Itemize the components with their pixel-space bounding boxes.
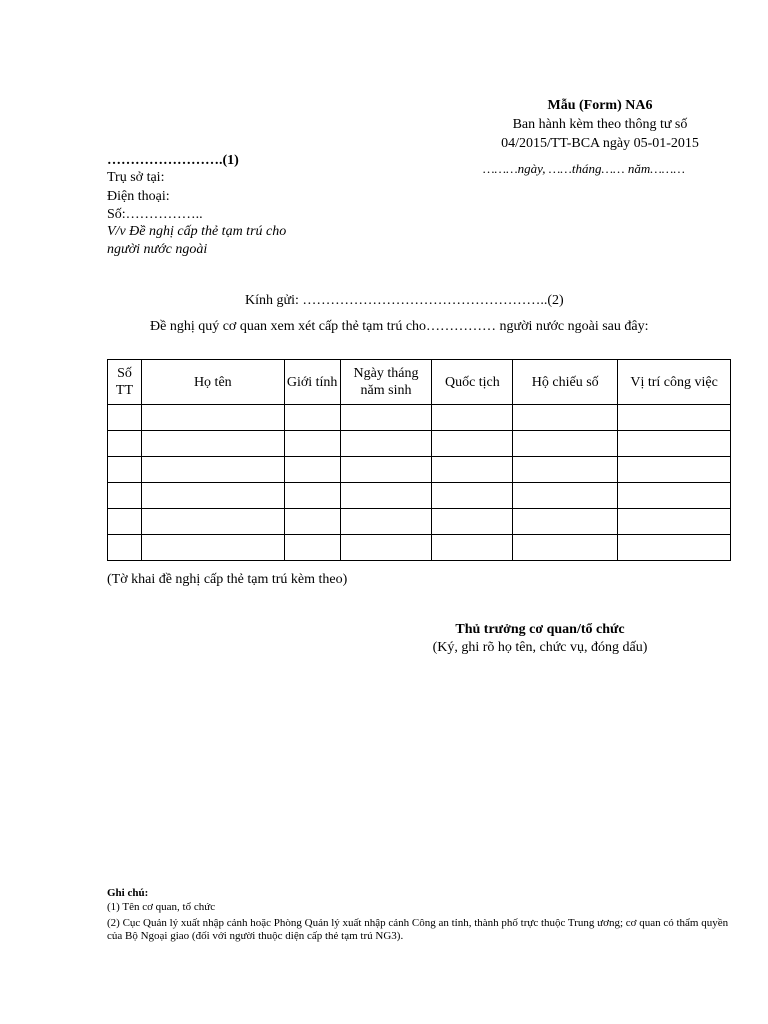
footnote-2: (2) Cục Quản lý xuất nhập cảnh hoặc Phòng Quản lý xuất nhập cảnh Công an tỉnh, thành phố trực thuộc Trung ương; cơ quan có thẩm quyền của Bộ Ngoại giao (đối với người thuộc diện cấp thẻ tạm trú NG3). <box>107 917 729 942</box>
table-cell[interactable] <box>513 483 618 509</box>
table-cell[interactable] <box>141 535 284 561</box>
table-cell[interactable] <box>284 431 340 457</box>
table-cell[interactable] <box>141 483 284 509</box>
table-cell[interactable] <box>108 405 142 431</box>
table-row <box>108 535 731 561</box>
table-cell[interactable] <box>108 509 142 535</box>
table-cell[interactable] <box>141 457 284 483</box>
table-cell[interactable] <box>432 535 513 561</box>
recipient-line: Kính gửi: ……………………………………………..(2) <box>245 293 564 308</box>
table-row <box>108 509 731 535</box>
table-cell[interactable] <box>340 405 432 431</box>
table-cell[interactable] <box>141 431 284 457</box>
table-cell[interactable] <box>513 457 618 483</box>
table-cell[interactable] <box>618 431 731 457</box>
table-cell[interactable] <box>340 535 432 561</box>
table-cell[interactable] <box>108 431 142 457</box>
table-cell[interactable] <box>108 483 142 509</box>
attachment-note: (Tờ khai đề nghị cấp thẻ tạm trú kèm theo) <box>107 572 348 587</box>
table-cell[interactable] <box>284 457 340 483</box>
table-cell[interactable] <box>284 483 340 509</box>
form-title: Mẫu (Form) NA6 <box>547 98 653 113</box>
table-cell[interactable] <box>432 509 513 535</box>
foreigner-list-table <box>107 359 731 561</box>
table-cell[interactable] <box>284 509 340 535</box>
table-cell[interactable] <box>340 431 432 457</box>
table-cell[interactable] <box>340 509 432 535</box>
signature-title: Thủ trưởng cơ quan/tổ chức <box>455 622 625 637</box>
table-cell[interactable] <box>284 405 340 431</box>
table-cell[interactable] <box>141 509 284 535</box>
column-header-gender: Giới tính <box>284 360 340 405</box>
table-cell[interactable] <box>432 405 513 431</box>
table-cell[interactable] <box>618 509 731 535</box>
table-cell[interactable] <box>618 483 731 509</box>
table-cell[interactable] <box>513 405 618 431</box>
table-cell[interactable] <box>432 457 513 483</box>
signature-instruction: (Ký, ghi rõ họ tên, chức vụ, đóng dấu) <box>432 640 648 655</box>
column-header-date-of-birth: Ngày tháng năm sinh <box>340 360 432 405</box>
table-cell[interactable] <box>284 535 340 561</box>
date-line: ………ngày, ……tháng…… năm……… <box>483 161 685 176</box>
table-row <box>108 405 731 431</box>
request-line: Đề nghị quý cơ quan xem xét cấp thẻ tạm trú cho…………… người nước ngoài sau đây: <box>150 319 649 334</box>
table-cell[interactable] <box>513 535 618 561</box>
table-cell[interactable] <box>108 535 142 561</box>
document-number-label: Số:…………….. <box>107 207 203 222</box>
issued-by-line-2: 04/2015/TT-BCA ngày 05-01-2015 <box>501 136 699 151</box>
issued-by-line-1: Ban hành kèm theo thông tư số <box>512 117 688 132</box>
subject-line-2: người nước ngoài <box>107 242 208 257</box>
table-cell[interactable] <box>108 457 142 483</box>
column-header-passport-number: Hộ chiếu số <box>513 360 618 405</box>
table-cell[interactable] <box>618 405 731 431</box>
table-row <box>108 483 731 509</box>
table-row <box>108 457 731 483</box>
table-cell[interactable] <box>618 457 731 483</box>
address-label: Trụ sở tại: <box>107 170 165 185</box>
column-header-job-position: Vị trí công việc <box>618 360 731 405</box>
subject-line-1: V/v Đề nghị cấp thẻ tạm trú cho <box>107 224 287 239</box>
table-row <box>108 431 731 457</box>
table-cell[interactable] <box>432 431 513 457</box>
footnote-heading: Ghi chú: <box>107 887 149 899</box>
phone-label: Điện thoại: <box>107 189 170 204</box>
column-header-full-name: Họ tên <box>141 360 284 405</box>
table-header-row <box>108 360 731 405</box>
column-header-nationality: Quốc tịch <box>432 360 513 405</box>
table-cell[interactable] <box>513 431 618 457</box>
table-cell[interactable] <box>340 483 432 509</box>
table-cell[interactable] <box>513 509 618 535</box>
table-cell[interactable] <box>340 457 432 483</box>
table-cell[interactable] <box>618 535 731 561</box>
table-cell[interactable] <box>141 405 284 431</box>
footnote-1: (1) Tên cơ quan, tổ chức <box>107 901 216 913</box>
table-cell[interactable] <box>432 483 513 509</box>
organization-line: …………………….(1) <box>107 153 239 168</box>
column-header-index: Số TT <box>108 360 142 405</box>
